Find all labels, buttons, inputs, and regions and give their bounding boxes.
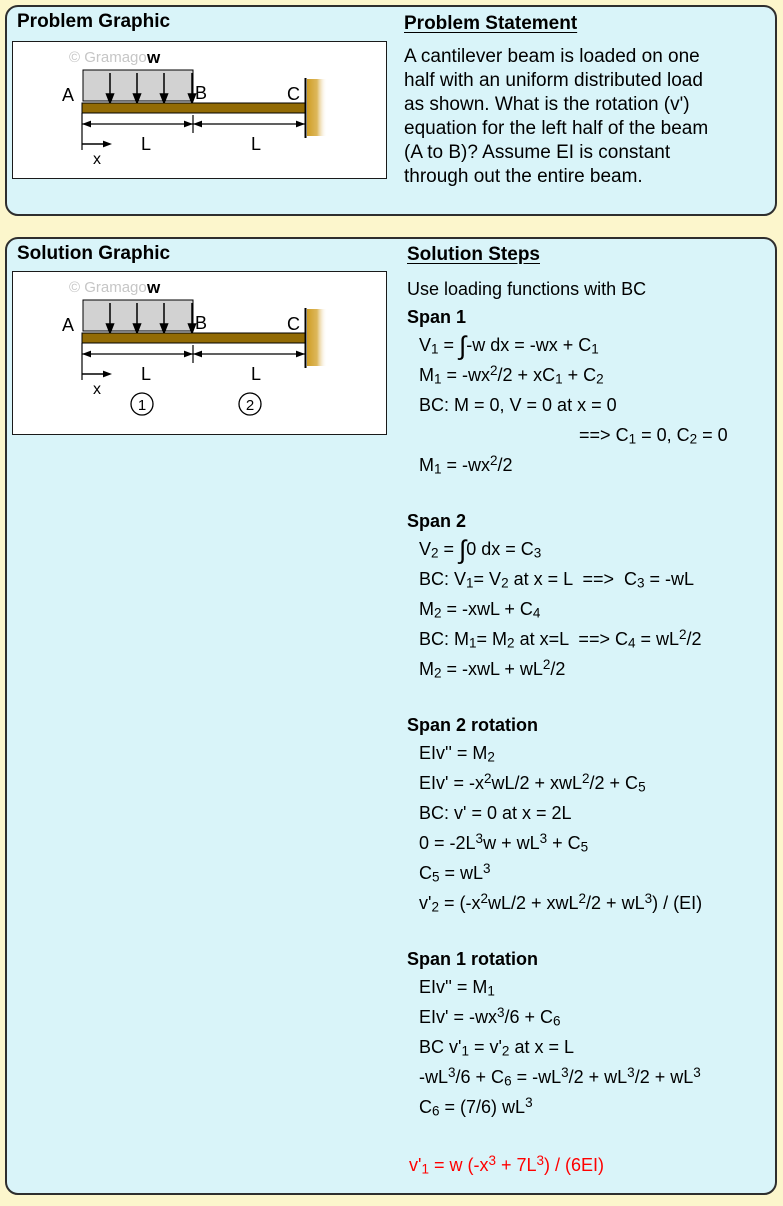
solution-graphic-title: Solution Graphic bbox=[17, 243, 171, 264]
equation-line: $M_2 = -xwL + C_4$ bbox=[419, 599, 541, 621]
dim-label-right: L bbox=[250, 364, 262, 384]
section-heading: Span 2 rotation bbox=[407, 715, 539, 735]
point-label-c: C bbox=[287, 314, 300, 334]
equation-line: $C_6 = (7/6)$ $wL^3$ bbox=[419, 1094, 533, 1119]
section-heading: Span 1 bbox=[407, 307, 467, 327]
equation-line: $V_1 = \int-w$ dx = $-wx + C_1$ bbox=[419, 330, 599, 361]
beam-bar bbox=[82, 333, 306, 343]
equation-line: $V_2 = \int 0$ dx = $C_3$ bbox=[419, 534, 542, 565]
problem-statement-title: Problem Statement bbox=[404, 13, 578, 34]
equation-line: $C_5 = wL^3$ bbox=[419, 860, 491, 885]
load-arrow-icon bbox=[107, 94, 114, 103]
point-label-a: A bbox=[62, 315, 75, 335]
x-axis-label: x bbox=[93, 381, 101, 398]
equation-line: $M_1 = -wx^2/2 + xC_1 + C_2$ bbox=[419, 362, 604, 387]
x-axis-arrow-icon bbox=[103, 141, 112, 148]
x-axis-arrow-icon bbox=[103, 371, 112, 378]
equation-line: BC: M = 0, V = 0 at x = 0 bbox=[419, 395, 617, 415]
equation-line: $EIv' = -wx^3/6 + C_6$ bbox=[419, 1004, 561, 1029]
beam-bar bbox=[82, 103, 306, 113]
equation-line: BC $v'_1 = v'_2$ at x = L bbox=[419, 1037, 574, 1059]
equation-line: BC: $M_1= M_2$ at x=L ==> $C_4 = wL^2/2$ bbox=[419, 626, 702, 651]
solution-panel bbox=[5, 237, 777, 1195]
problem-statement-text bbox=[404, 45, 776, 189]
load-arrow-icon bbox=[134, 324, 141, 333]
section-heading: Span 1 rotation bbox=[407, 949, 539, 969]
problem-graphic-canvas bbox=[12, 41, 387, 179]
equation-line: $M_1 = -wx^2/2$ bbox=[419, 452, 513, 477]
beam-diagram-with-spans bbox=[13, 272, 386, 434]
equation-line: $EIv'' = M_1$ bbox=[419, 977, 495, 999]
solution-graphic-canvas bbox=[12, 271, 387, 435]
point-label-b: B bbox=[195, 313, 208, 333]
equation-line: ==> $C_1 = 0$, $C_2 = 0$ bbox=[419, 425, 728, 447]
load-arrow-icon bbox=[161, 94, 168, 103]
solution-steps bbox=[399, 244, 779, 1180]
statement-line: as shown. What is the rotation (v') bbox=[404, 94, 690, 115]
steps-intro: Use loading functions with BC bbox=[407, 279, 647, 299]
statement-line: through out the entire beam. bbox=[404, 166, 643, 187]
x-axis-label: x bbox=[93, 151, 101, 168]
section-span-2-rotation bbox=[399, 712, 779, 918]
problem-graphic-title: Problem Graphic bbox=[17, 11, 171, 32]
fixed-support bbox=[307, 309, 327, 366]
section-heading: Span 2 bbox=[407, 511, 467, 531]
solution-steps-title: Solution Steps bbox=[407, 244, 540, 265]
equation-line: $EIv' = -x^2wL/2 + xwL^2/2 + C_5$ bbox=[419, 770, 646, 795]
watermark: © Gramago bbox=[69, 49, 147, 66]
span-2-badge-label: 2 bbox=[245, 397, 255, 414]
point-label-c: C bbox=[287, 84, 300, 104]
final-answer: $v'_1 = w$ $(-x^3 + 7L^3) / (6EI)$ bbox=[409, 1152, 605, 1177]
load-magnitude-label: w bbox=[147, 48, 161, 67]
section-span-1-rotation bbox=[399, 946, 779, 1122]
dim-label-left: L bbox=[140, 134, 152, 154]
equation-line: BC: $V_1= V_2$ at x = L ==> $C_3 = -wL$ bbox=[419, 569, 695, 591]
dim-label-right: L bbox=[250, 134, 262, 154]
span-1-badge-label: 1 bbox=[137, 397, 147, 414]
statement-line: (A to B)? Assume EI is constant bbox=[404, 142, 671, 163]
statement-line: equation for the left half of the beam bbox=[404, 118, 709, 139]
equation-line: $EIv'' = M_2$ bbox=[419, 743, 495, 765]
statement-line: half with an uniform distributed load bbox=[404, 70, 703, 91]
equation-line: $v'_2 = (-x^2wL/2 + xwL^2/2 + wL^3) / (EI)$ bbox=[419, 890, 703, 915]
dimension-lines bbox=[82, 343, 305, 380]
section-span-1 bbox=[399, 304, 779, 480]
section-span-2 bbox=[399, 508, 779, 684]
beam-diagram bbox=[13, 42, 386, 178]
point-label-a: A bbox=[62, 85, 75, 105]
load-magnitude-label: w bbox=[147, 278, 161, 297]
problem-panel bbox=[5, 5, 777, 216]
dim-label-left: L bbox=[140, 364, 152, 384]
fixed-support bbox=[307, 79, 327, 136]
equation-line: $-wL^3/6 + C_6 = -wL^3/2 + wL^3/2 + wL^3$ bbox=[419, 1064, 701, 1089]
equation-line: $M_2 = -xwL + wL^2/2$ bbox=[419, 656, 566, 681]
load-arrow-icon bbox=[161, 324, 168, 333]
dimension-lines bbox=[82, 113, 305, 150]
equation-line: $0 = -2L^3w + wL^3 + C_5$ bbox=[419, 830, 589, 855]
load-arrow-icon bbox=[134, 94, 141, 103]
equation-line: BC: v' = 0 at x = 2L bbox=[419, 803, 572, 823]
statement-line: A cantilever beam is loaded on one bbox=[404, 46, 700, 67]
load-arrow-icon bbox=[107, 324, 114, 333]
watermark: © Gramago bbox=[69, 279, 147, 296]
point-label-b: B bbox=[195, 83, 208, 103]
